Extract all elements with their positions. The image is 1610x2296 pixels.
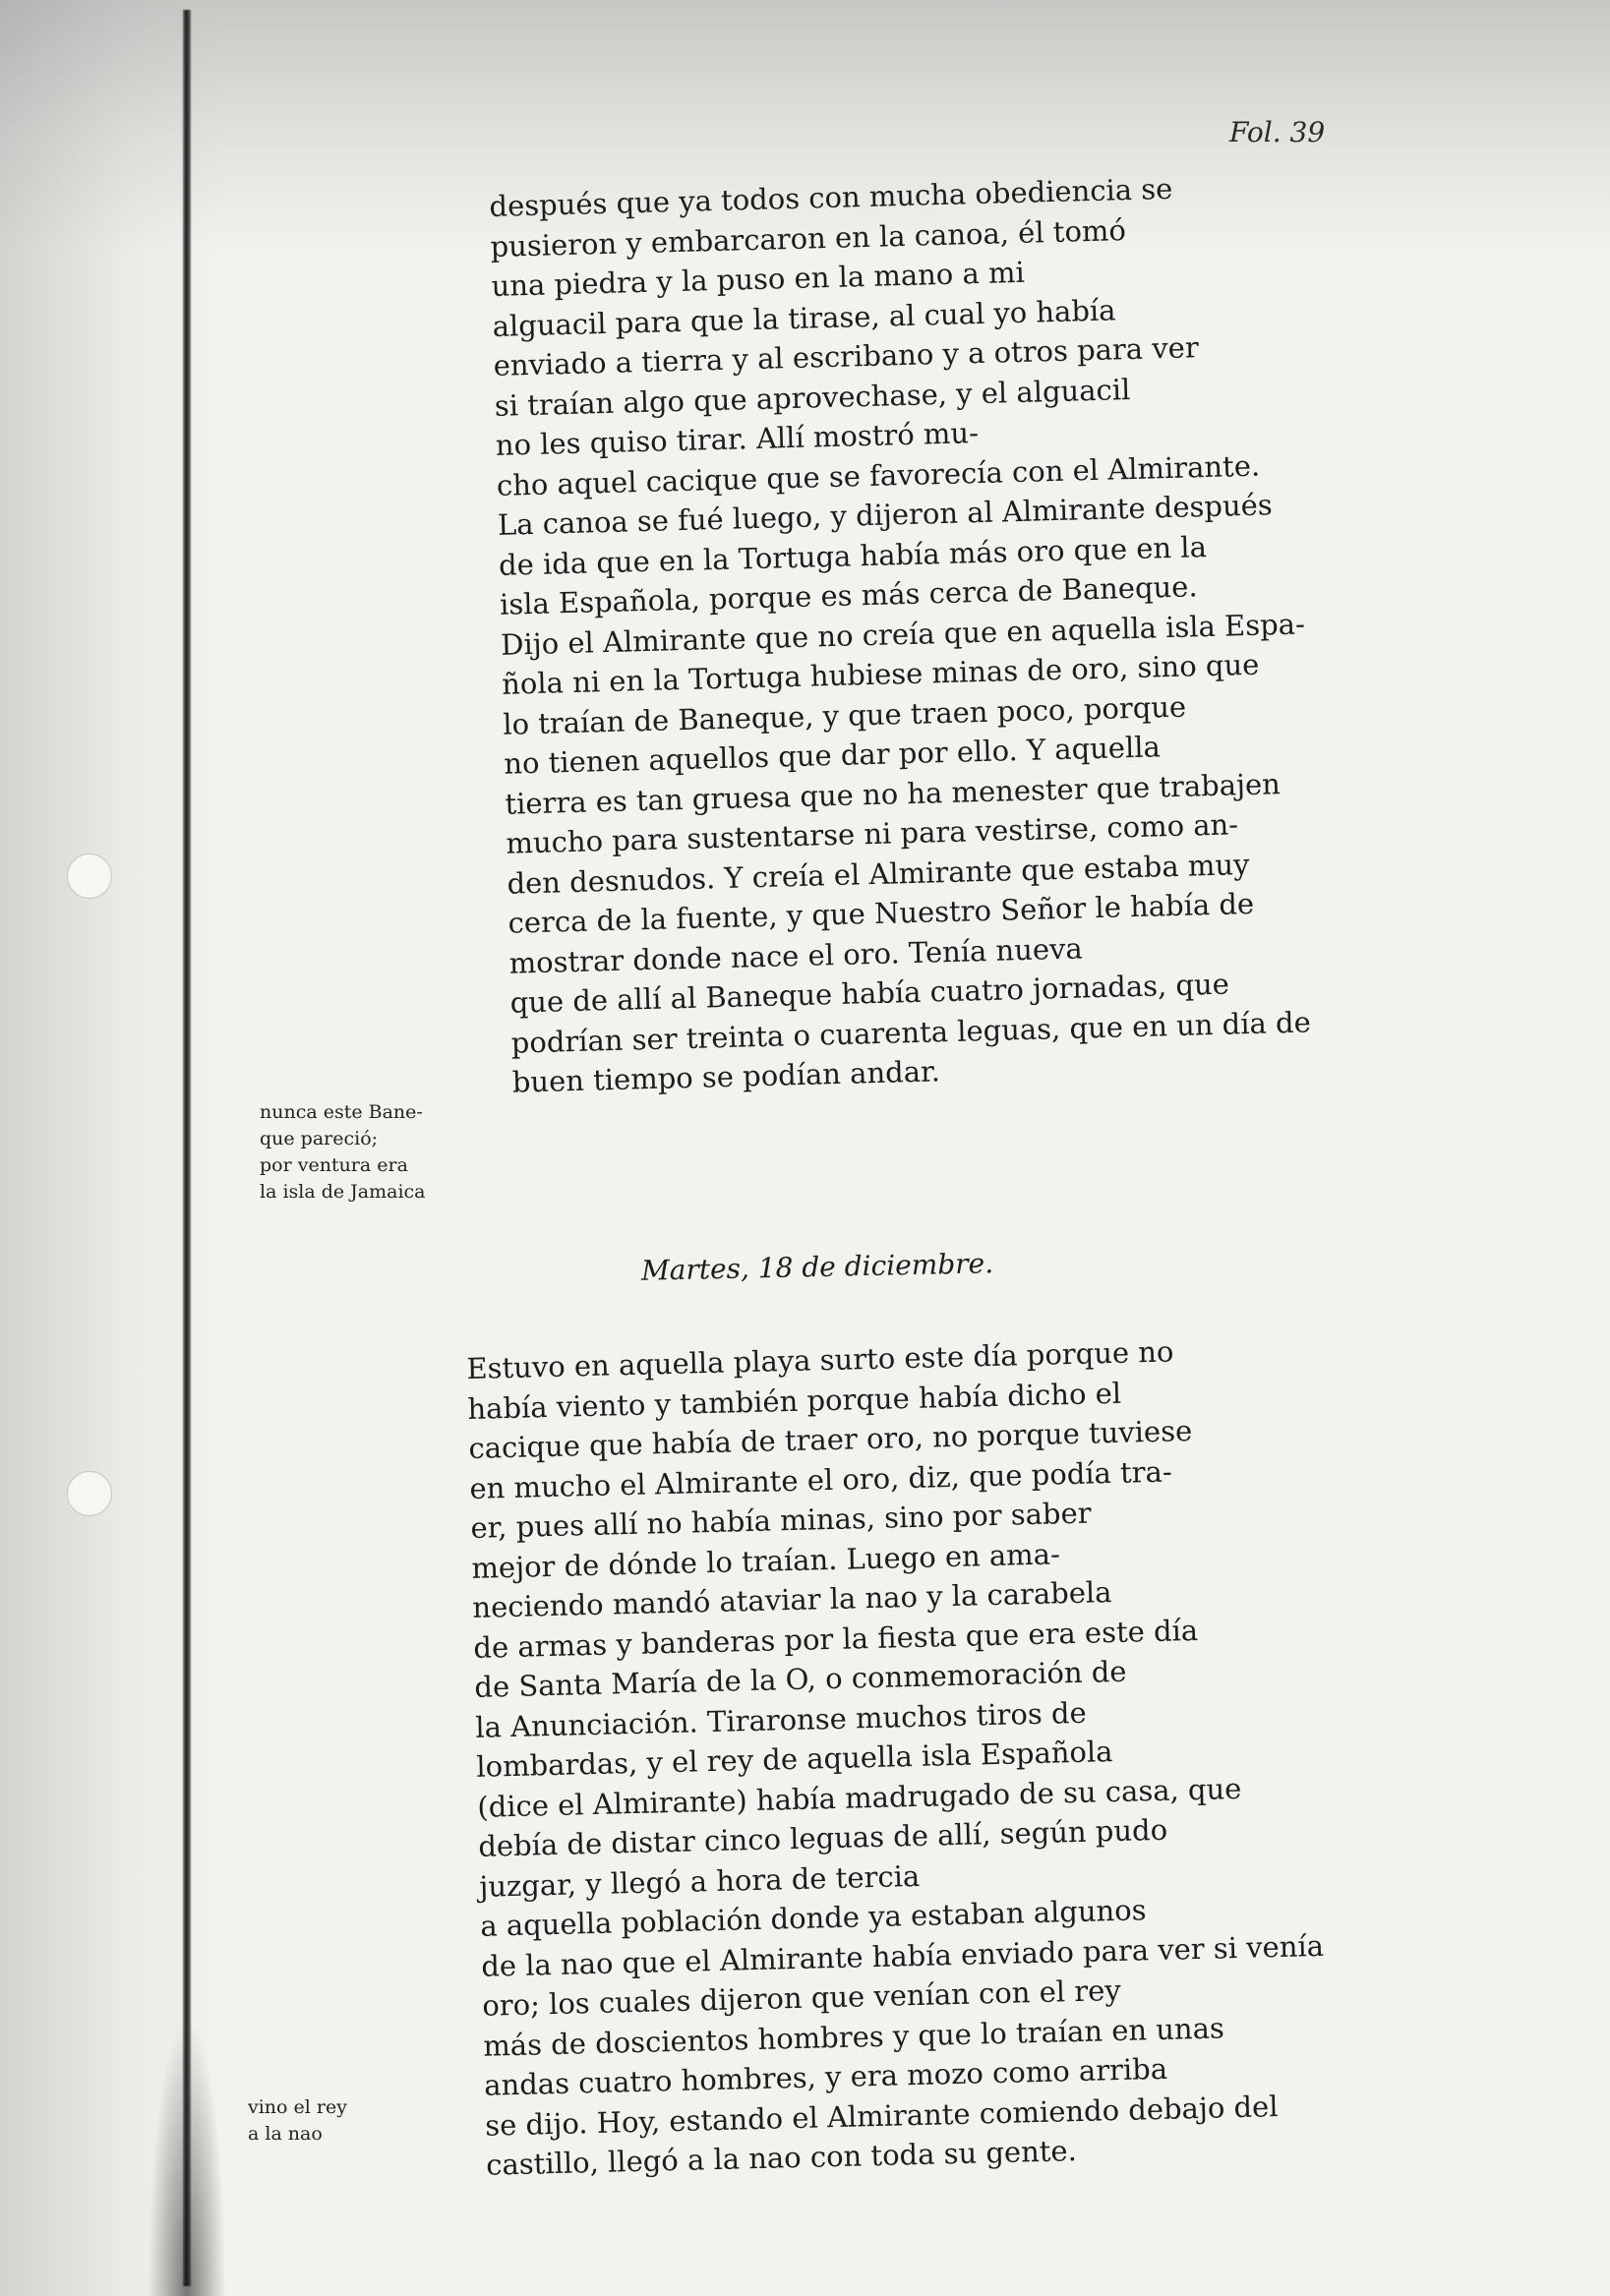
text-line: a la nao [248, 2123, 323, 2145]
text-line: después que ya todos con mucha obediencia se [489, 171, 1173, 223]
text-line: den desnudos. Y creía el Almirante que estaba muy [507, 847, 1250, 901]
text-line: La canoa se fué luego, y dijeron al Almirante después [497, 488, 1274, 542]
text-line: no tienen aquellos que dar por ello. Y aquella [503, 730, 1162, 781]
text-line: cacique que había de traer oro, no porque tuviese [468, 1413, 1193, 1465]
text-line: de armas y banderas por la fiesta que era este día [472, 1613, 1199, 1665]
text-line: enviado a tierra y al escribano y a otros para ver [493, 330, 1200, 383]
text-line: la Anunciación. Tiraronse muchos tiros de [474, 1695, 1088, 1744]
text-line: cerca de la fuente, y que Nuestro Señor le había de [507, 886, 1255, 940]
text-line: por ventura era [260, 1154, 408, 1176]
text-line: se dijo. Hoy, estando el Almirante comiendo debajo del [484, 2089, 1279, 2143]
text-line: de Santa María de la O, o conmemoración de [473, 1654, 1127, 1704]
text-line: juzgar, y llegó a hora de tercia [478, 1858, 921, 1904]
text-line: había viento y también porque había dicho el [467, 1376, 1122, 1426]
text-line: que de allí al Baneque había cuatro jornadas, que [509, 967, 1230, 1020]
date-heading: Martes, 18 de diciembre. [640, 1247, 994, 1287]
text-line: que pareció; [260, 1128, 379, 1149]
text-line: una piedra y la puso en la mano a mi [491, 255, 1026, 303]
text-line: mostrar donde nace el oro. Tenía nueva [508, 930, 1084, 980]
text-line: neciendo mandó ataviar la nao y la carabela [472, 1575, 1112, 1624]
text-line: mejor de dónde lo traían. Luego en ama- [471, 1536, 1061, 1585]
folio-number: Fol. 39 [1229, 116, 1326, 148]
main-text-block-1 [489, 166, 1317, 1103]
text-line: castillo, llegó a la nao con toda su gente. [485, 2134, 1078, 2182]
text-line: de ida que en la Tortuga había más oro que en la [498, 529, 1208, 582]
text-line: si traían algo que aprovechase, y el alguacil [494, 372, 1131, 423]
text-line: er, pues allí no había minas, sino por saber [470, 1496, 1092, 1545]
punch-hole-bottom [67, 1471, 112, 1516]
text-line: podrían ser treinta o cuarenta leguas, que en un día de [510, 1004, 1312, 1060]
text-line: pusieron y embarcaron en la canoa, él tomó [490, 212, 1127, 264]
text-line: más de doscientos hombres y que lo traían en unas [482, 2010, 1225, 2063]
text-line: ñola ni en la Tortuga hubiese minas de oro, sino que [501, 647, 1260, 701]
text-line: de la nao que el Almirante había enviado para ver si venía [480, 1928, 1325, 1983]
text-line: vino el rey [248, 2096, 347, 2118]
margin-note-rey [248, 2094, 347, 2148]
text-line: no les quiso tirar. Allí mostró mu- [495, 416, 980, 462]
text-line: (dice el Almirante) había madrugado de su casa, que [476, 1771, 1242, 1824]
text-line: lo traían de Baneque, y que traen poco, porque [502, 689, 1187, 741]
text-line: alguacil para que la tirase, al cual yo había [492, 292, 1116, 343]
text-line: nunca este Bane- [260, 1101, 423, 1123]
text-line: Dijo el Almirante que no creía que en aquella isla Espa- [500, 606, 1306, 662]
text-line: lombardas, y el rey de aquella isla Española [475, 1735, 1113, 1784]
binding-gutter-line [183, 10, 191, 2286]
text-line: tierra es tan gruesa que no ha menester que trabajen [504, 766, 1282, 821]
text-line: buen tiempo se podían andar. [511, 1054, 941, 1099]
margin-note-baneque [260, 1099, 426, 1206]
text-line: isla Española, porque es más cerca de Baneque. [499, 569, 1198, 621]
text-line: en mucho el Almirante el oro, diz, que podía tra- [469, 1454, 1173, 1505]
text-line: Estuvo en aquella playa surto este día porque no [466, 1334, 1174, 1385]
text-line: cho aquel cacique que se favorecía con el Almirante. [496, 448, 1261, 502]
punch-hole-top [67, 854, 112, 899]
text-line: mucho para sustentarse ni para vestirse, como an- [506, 807, 1239, 860]
text-line: la isla de Jamaica [260, 1181, 426, 1203]
text-line: debía de distar cinco leguas de allí, según pudo [477, 1812, 1168, 1863]
text-line: andas cuatro hombres, y era mozo como arriba [483, 2051, 1168, 2102]
text-line: oro; los cuales dijeron que venían con el rey [481, 1972, 1122, 2023]
binding-shadow [148, 2016, 226, 2296]
text-line: a aquella población donde ya estaban algunos [479, 1893, 1147, 1943]
main-text-block-2 [466, 1328, 1329, 2185]
